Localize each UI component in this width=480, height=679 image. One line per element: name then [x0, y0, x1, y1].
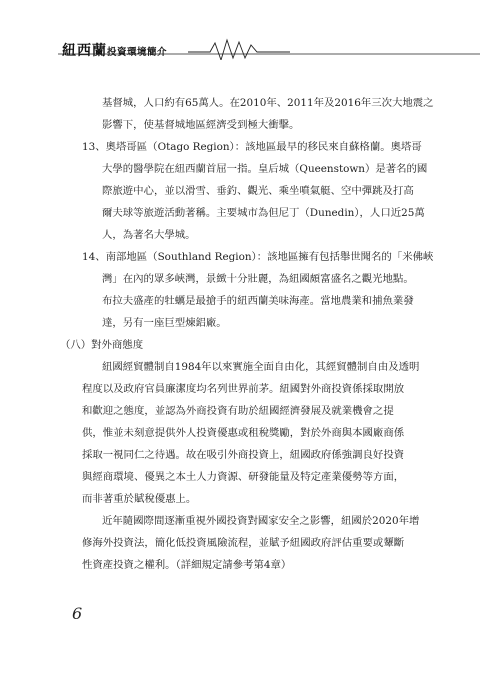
- paragraph-line: 際旅遊中心，並以滑雪、垂釣、觀光、乘坐噴氣艇、空中彈跳及打高: [102, 185, 414, 197]
- paragraph-line: 而非著重於賦稅優惠上。: [82, 493, 197, 505]
- paragraph-line: 性資產投資之權利。（詳細規定請參考第4章）: [82, 559, 292, 571]
- paragraph-line: 供，惟並未刻意提供外人投資優惠或租稅獎勵，對於外商與本國廠商係: [82, 427, 405, 439]
- header-title-main: 紐西蘭: [62, 43, 107, 59]
- section-heading: （八）對外商態度: [60, 339, 144, 351]
- paragraph-line: 程度以及政府官員廉潔度均名列世界前茅。紐國對外商投資係採取開放: [82, 383, 405, 395]
- paragraph-line: 採取一視同仁之待遇。故在吸引外商投資上，紐國政府係強調良好投資: [82, 449, 405, 461]
- paragraph-line: 人，為著名大學城。: [102, 229, 196, 241]
- paragraph-line: 灣」在內的眾多峽灣，景緻十分壯麗，為紐國頗富盛名之觀光地點。: [102, 273, 414, 285]
- paragraph-line: 爾夫球等旅遊活動著稱。主要城市為但尼丁（Dunedin），人口近25萬: [102, 207, 425, 219]
- paragraph-line: 紐國經貿體制自1984年以來實施全面自由化，其經貿體制自由及透明: [102, 361, 420, 373]
- paragraph-line: 和歡迎之態度，並認為外商投資有助於紐國經濟發展及就業機會之提: [82, 405, 394, 417]
- paragraph-line: 近年隨國際間逐漸重視外國投資對國家安全之影響，紐國於2020年增: [102, 515, 420, 527]
- running-header: [0, 0, 480, 60]
- paragraph-line: 與經商環境、優異之本土人力資源、研發能量及特定產業優勢等方面，: [82, 471, 405, 483]
- paragraph-line: 大學的醫學院在紐西蘭首屈一指。皇后城（Queenstown）是著名的國: [102, 163, 428, 175]
- page-number: 6: [72, 604, 83, 623]
- header-rule-wave-icon: [0, 0, 480, 60]
- header-title-sub: 投資環境簡介: [107, 47, 168, 58]
- paragraph-line: 達，另有一座巨型煉鋁廠。: [102, 317, 227, 329]
- paragraph-line: 布拉夫盛產的牡蠣是最搶手的紐西蘭美味海產。當地農業和捕魚業發: [102, 295, 414, 307]
- paragraph-line: 影響下，使基督城地區經濟受到極大衝擊。: [102, 119, 300, 131]
- paragraph-line: 基督城，人口約有65萬人。在2010年、2011年及2016年三次大地震之: [102, 97, 434, 109]
- list-item-14-line: 14、南部地區（Southland Region）：該地區擁有包括舉世聞名的「米佛峽: [82, 251, 434, 263]
- paragraph-line: 修海外投資法，簡化低投資風險流程，並賦予紐國政府評估重要或顰斷: [82, 537, 405, 549]
- list-item-13-line: 13、奧塔哥區（Otago Region）：該地區最早的移民來自蘇格蘭。奧塔哥: [82, 141, 422, 153]
